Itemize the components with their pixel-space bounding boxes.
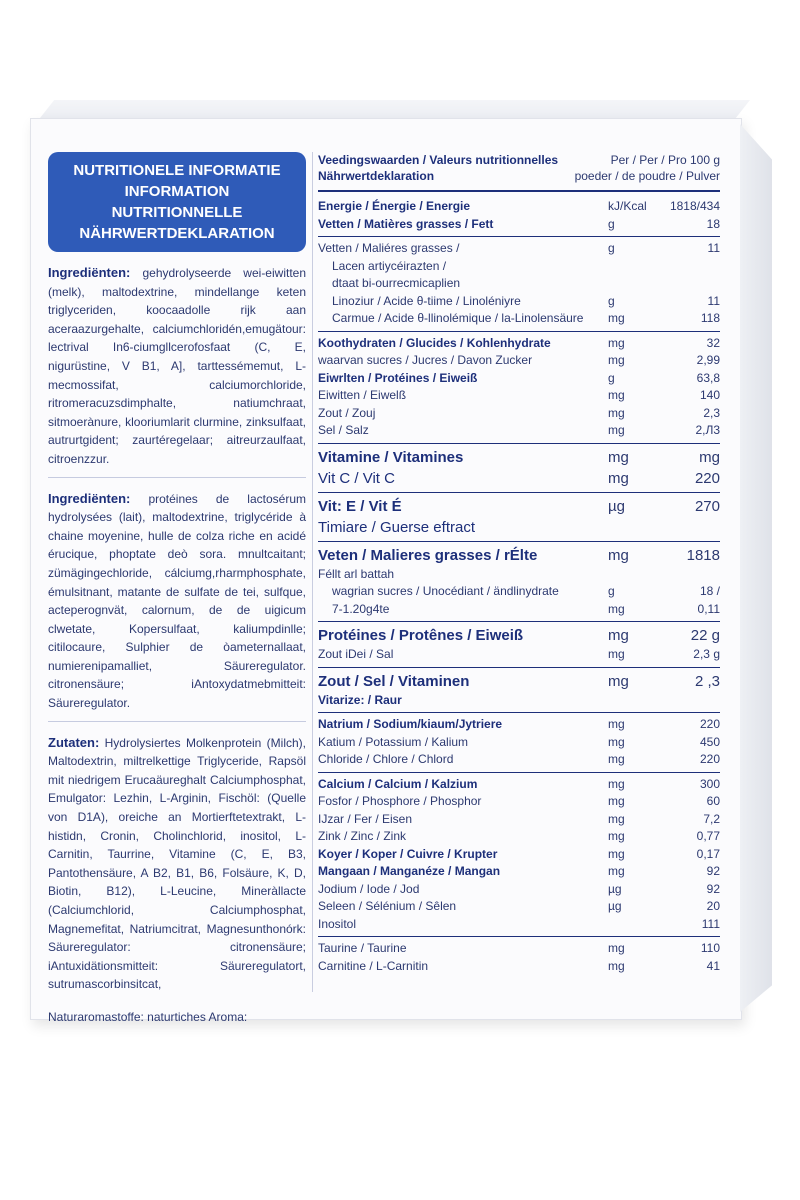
table-row: [318, 496, 720, 517]
nutrient-value: 220: [694, 469, 720, 487]
nutrient-name: Zink / Zinc / Zink: [318, 829, 407, 843]
nutrient-value: 18: [706, 216, 720, 231]
nutrient-value: 2,3 g: [693, 647, 720, 661]
nutrient-name: waarvan sucres / Jucres / Davon Zucker: [318, 353, 533, 367]
nutrient-unit: g: [608, 584, 615, 598]
nutrient-unit: mg: [608, 776, 625, 791]
table-section: [318, 667, 720, 710]
nutrient-name: Timiare / Guerse eftract: [318, 518, 475, 536]
nutrient-value: 2,Л3: [695, 423, 720, 437]
ingredients-text: Hydrolysiertes Molkenprotein (Milch), Maltodextrin, miltrelkettige Triglyceride, Rapsöl mit niedrigem Erucaäureghalt Calciumphosphat, Emulgator: Lezhin, L-Arginin, Fischöl: (Quelle von D1A), oreiche an Mortierftetextrakt, L-histidn, Cronin, Cholinchlorid, inositol, L-Carnitin, Taurrine, Vitamine (C, E, B3, Pantothensäure, A B2, B1, B6, Folsäure, K, D, Biotin, B12), L-Leucine, Mineràllacte (Calciumchlorid, Calciumphosphat, Magnemefitat, Natriumcitrat, Magnesunthonórk: Säureregulator: citronensäure; iAntuxidätionsmitteit: Säureregulatort, sutrumascorbinsitcat,: [48, 735, 307, 992]
nutrient-value: 92: [706, 881, 720, 896]
table-row: [318, 846, 720, 864]
nutrient-name: Inositol: [318, 916, 357, 931]
nutrient-unit: µg: [608, 899, 622, 913]
table-section: [318, 936, 720, 975]
nutrient-value: 118: [700, 311, 720, 325]
nutrient-name: Fosfor / Phosphore / Phosphor: [318, 794, 482, 808]
nutrient-unit: mg: [608, 864, 625, 878]
nutrient-name: Eiwitten / Eiwelß: [318, 388, 407, 402]
ingredients-list: [48, 264, 306, 994]
nutrient-unit: µg: [608, 497, 625, 515]
nutrient-value: [660, 692, 720, 710]
nutrient-name: Protéines / Protênes / Eiweiß: [318, 627, 524, 644]
nutrient-value: mg: [699, 448, 720, 466]
table-row: [318, 692, 720, 710]
nutrient-unit: g: [608, 241, 615, 255]
table-row: [318, 310, 720, 328]
nutrient-unit: mg: [608, 829, 625, 843]
ingredients-paragraph: [48, 264, 306, 469]
ingredients-text: protéines de lactosérum hydrolysées (lait), maltodextrine, triglycéride à chaine moyenine, hulle de colza riche en acidé érucique, phoptate deò sora. mnultcaitant; zümägingechloride, cálciumg,rharmphosphate, émulsitnant, matante de sulfate de tei, sulfque, acteperognvät, calornum, de de uigicum clwetate, Kopersulfaat, kaliumpdinlle; citilocaure, Sulphier de òameternallaat, numierenipamalliet, Säureregulator. citronensäure; iAntoxydatmebmitteit: Säureregulator.: [48, 491, 306, 711]
nutrient-name: Energie / Énergie / Energie: [318, 199, 471, 213]
ingredients-title: Ingrediënten:: [48, 490, 131, 506]
nutrient-value: 60: [706, 794, 720, 808]
table-section: [318, 541, 720, 619]
nutrient-name: Taurine / Taurine: [318, 941, 407, 955]
nutrient-value: 20: [706, 899, 720, 913]
nutrient-unit: mg: [608, 627, 629, 644]
nutrient-name: Vitamine / Vitamines: [318, 448, 464, 466]
nutrient-unit: mg: [608, 752, 625, 766]
nutrient-unit: [600, 566, 660, 584]
ingredients-title: Zutaten:: [48, 734, 100, 750]
nutrient-name: Vit C / Vit C: [318, 469, 395, 487]
nutrient-unit: mg: [608, 734, 625, 749]
nutrient-unit: mg: [608, 941, 625, 955]
nutrient-value: [660, 275, 720, 293]
nutrient-name: Féllt arl battah: [318, 566, 395, 581]
nutrient-value: 111: [701, 916, 720, 931]
ingredients-text: gehydrolyseerde wei-eiwitten (melk), maltodextrine, mindellange keten triglyceriden, koocaadolle rijk aan aceraazurgehalte, calciumchloridén,emugätour: lectrival In6-ciumgllcerofosfaat (C, E, nigurüstine, V B1, A], tarttessémemut, L-mecmossifat, calciumorchloride, ritromeracuzsdimphalte, natiumchraat, sitmoerànure, klooriumlarit clurmine, zinksulfaat, autrurtgident; zaurtéregelaar; aitreurzaulfaat, citroenzzur.: [48, 266, 306, 466]
nutrient-unit: mg: [608, 546, 629, 564]
nutrient-name: Eiwrlten / Protéines / Eiweiß: [318, 370, 478, 385]
nutrient-name: Veten / Malieres grasses / rÉlte: [318, 546, 538, 564]
table-section: [318, 443, 720, 489]
nutrient-value: 0,11: [697, 601, 720, 616]
nutrient-unit: [600, 692, 660, 710]
nutrient-unit: mg: [608, 353, 625, 367]
ingredients-column: [48, 152, 306, 1024]
box-side-face: [740, 124, 772, 1012]
nutrient-name: Seleen / Sélénium / Sêlen: [318, 899, 457, 913]
table-row: [318, 716, 720, 734]
table-row: [318, 335, 720, 353]
nutrient-unit: [600, 275, 660, 293]
nutrient-unit: mg: [608, 388, 625, 402]
nutrient-name: Natrium / Sodium/kiaum/Jytriere: [318, 717, 503, 731]
table-header: [318, 152, 720, 192]
table-row: [318, 646, 720, 664]
nutrient-value: 63,8: [696, 370, 720, 385]
nutrient-unit: mg: [608, 794, 625, 808]
table-section: [318, 712, 720, 769]
nutrient-name: Sel / Salz: [318, 423, 369, 437]
nutrient-name: Vetten / Maliéres grasses /: [318, 241, 460, 255]
nutrient-value: [660, 517, 720, 538]
nutrient-value: 2 ,3: [694, 672, 720, 690]
nutrient-name: Koothydraten / Glucides / Kohlenhydrate: [318, 335, 551, 350]
nutrient-unit: mg: [608, 311, 625, 325]
nutrient-name: Zout / Zouj: [318, 405, 376, 420]
table-body: [318, 195, 720, 975]
nutrient-unit: mg: [608, 647, 625, 661]
nutrition-header-banner: [48, 152, 306, 252]
nutrient-unit: mg: [608, 405, 625, 420]
table-row: [318, 240, 720, 258]
nutrient-name: Vit: E / Vit É: [318, 497, 402, 515]
table-row: [318, 793, 720, 811]
ingredients-paragraph: [48, 734, 306, 994]
nutrient-value: [660, 258, 720, 276]
table-row: [318, 275, 720, 293]
nutrient-name: Vetten / Matières grasses / Fett: [318, 216, 494, 231]
table-row: [318, 940, 720, 958]
table-row: [318, 352, 720, 370]
nutrient-value: 92: [706, 864, 720, 878]
banner-line-fr: INFORMATION NUTRITIONNELLE: [111, 183, 243, 221]
table-row: [318, 916, 720, 934]
nutrient-name: dtaat bi-ourrecmicaplien: [332, 276, 461, 290]
table-header-per: Per / Per / Pro 100 g: [610, 153, 720, 167]
ingredients-separator: [48, 477, 306, 478]
table-row: [318, 828, 720, 846]
nutrient-name: Koyer / Koper / Cuivre / Krupter: [318, 846, 498, 861]
table-row: [318, 751, 720, 769]
nutrient-unit: kJ/Kcal: [608, 199, 647, 213]
nutrient-name: Vitarize: / Raur: [318, 692, 402, 707]
table-section: [318, 331, 720, 440]
table-section: [318, 772, 720, 934]
nutrient-value: 300: [699, 776, 720, 791]
nutrient-value: 110: [700, 941, 720, 955]
table-row: [318, 293, 720, 311]
nutrient-unit: mg: [608, 672, 629, 690]
table-row: [318, 387, 720, 405]
table-row: [318, 898, 720, 916]
table-section: [318, 621, 720, 664]
nutrient-value: 1818: [686, 546, 720, 564]
nutrient-name: Calcium / Calcium / Kalzium: [318, 776, 478, 791]
table-row: [318, 776, 720, 794]
nutrient-name: Carnitine / L-Carnitin: [318, 958, 429, 973]
nutrient-value: 2,99: [696, 353, 720, 367]
table-row: [318, 566, 720, 584]
table-row: [318, 601, 720, 619]
nutrient-value: 220: [699, 752, 720, 766]
nutrient-unit: mg: [608, 958, 625, 973]
nutrient-unit: µg: [608, 881, 622, 896]
nutrient-name: Zout / Sel / Vitaminen: [318, 672, 470, 690]
table-row: [318, 422, 720, 440]
table-row: [318, 583, 720, 601]
table-header-subtitle: Nährwertdeklaration: [318, 169, 435, 183]
nutrient-value: 140: [699, 388, 720, 402]
table-row: [318, 447, 720, 468]
nutrient-unit: [600, 258, 660, 276]
nutrient-value: 11: [707, 241, 720, 255]
nutrient-name: Carmue / Acide θ-llinolémique / la-Linolensäure: [332, 311, 584, 325]
nutrient-value: 220: [699, 717, 720, 731]
nutrient-name: wagrian sucres / Unocédiant / ändlinydrate: [332, 584, 559, 598]
banner-line-nl: NUTRITIONELE INFORMATIE: [73, 162, 281, 179]
table-section: [318, 492, 720, 538]
nutrient-unit: mg: [608, 601, 625, 616]
nutrient-name: Mangaan / Manganéze / Mangan: [318, 864, 501, 878]
nutrient-unit: [600, 916, 660, 934]
nutrient-name: Lacen artiycéirazten /: [332, 258, 447, 273]
table-row: [318, 625, 720, 646]
nutrient-unit: g: [608, 370, 615, 385]
nutrient-value: 18 /: [699, 584, 720, 598]
nutrient-value: [660, 566, 720, 584]
table-row: [318, 370, 720, 388]
table-row: [318, 517, 720, 538]
table-row: [318, 468, 720, 489]
nutrient-unit: mg: [608, 717, 625, 731]
table-row: [318, 405, 720, 423]
nutrient-unit: mg: [608, 846, 625, 861]
ingredients-separator: [48, 721, 306, 722]
table-header-title: Veedingswaarden / Valeurs nutritionnelles: [318, 153, 559, 167]
nutrient-unit: mg: [608, 811, 625, 826]
nutrient-name: Katium / Potassium / Kalium: [318, 734, 469, 749]
table-row: [318, 216, 720, 234]
table-row: [318, 545, 720, 566]
nutrient-value: 11: [707, 293, 720, 308]
nutrient-name: Zout iDei / Sal: [318, 647, 394, 661]
table-section: [318, 236, 720, 328]
nutrient-name: Linoziur / Acide θ-tiime / Linoléniyre: [332, 293, 521, 308]
table-row: [318, 198, 720, 216]
banner-line-de: NÄHRWERTDEKLARATION: [79, 225, 275, 242]
ingredients-title: Ingrediënten:: [48, 265, 131, 280]
table-row: [318, 881, 720, 899]
nutrient-unit: mg: [608, 448, 629, 466]
nutrient-unit: [600, 517, 660, 538]
ingredients-paragraph: [48, 490, 306, 713]
nutrient-value: 32: [706, 335, 720, 350]
aroma-note: Naturaromastoffe: naturtiches Aroma:: [48, 1009, 248, 1024]
nutrient-unit: mg: [608, 469, 629, 487]
nutrient-value: 41: [706, 958, 720, 973]
nutrient-value: 450: [699, 734, 720, 749]
nutrient-value: 22 g: [690, 627, 720, 644]
table-header-basis: poeder / de poudre / Pulver: [574, 169, 720, 183]
table-section: [318, 195, 720, 233]
table-row: [318, 811, 720, 829]
nutrient-unit: g: [608, 216, 615, 231]
table-row: [318, 671, 720, 692]
nutrient-unit: g: [608, 293, 615, 308]
nutrient-value: 7,2: [703, 811, 720, 826]
table-row: [318, 258, 720, 276]
nutrient-name: IJzar / Fer / Eisen: [318, 811, 413, 826]
table-row: [318, 863, 720, 881]
nutrient-value: 0,17: [696, 846, 720, 861]
box-top-face: [40, 100, 750, 118]
table-row: [318, 734, 720, 752]
nutrient-value: 1818/434: [669, 199, 720, 213]
nutrient-value: 2,3: [703, 405, 720, 420]
nutrient-name: Chloride / Chlore / Chlord: [318, 752, 454, 766]
nutrition-table: [318, 152, 720, 975]
nutrient-value: 270: [694, 497, 720, 515]
nutrient-name: 7-1.20g4te: [332, 601, 390, 616]
nutrient-name: Jodium / Iode / Jod: [318, 881, 420, 896]
nutrient-unit: mg: [608, 335, 625, 350]
table-row: [318, 958, 720, 976]
nutrient-value: 0,77: [696, 829, 720, 843]
nutrient-unit: mg: [608, 423, 625, 437]
column-divider: [312, 152, 313, 992]
